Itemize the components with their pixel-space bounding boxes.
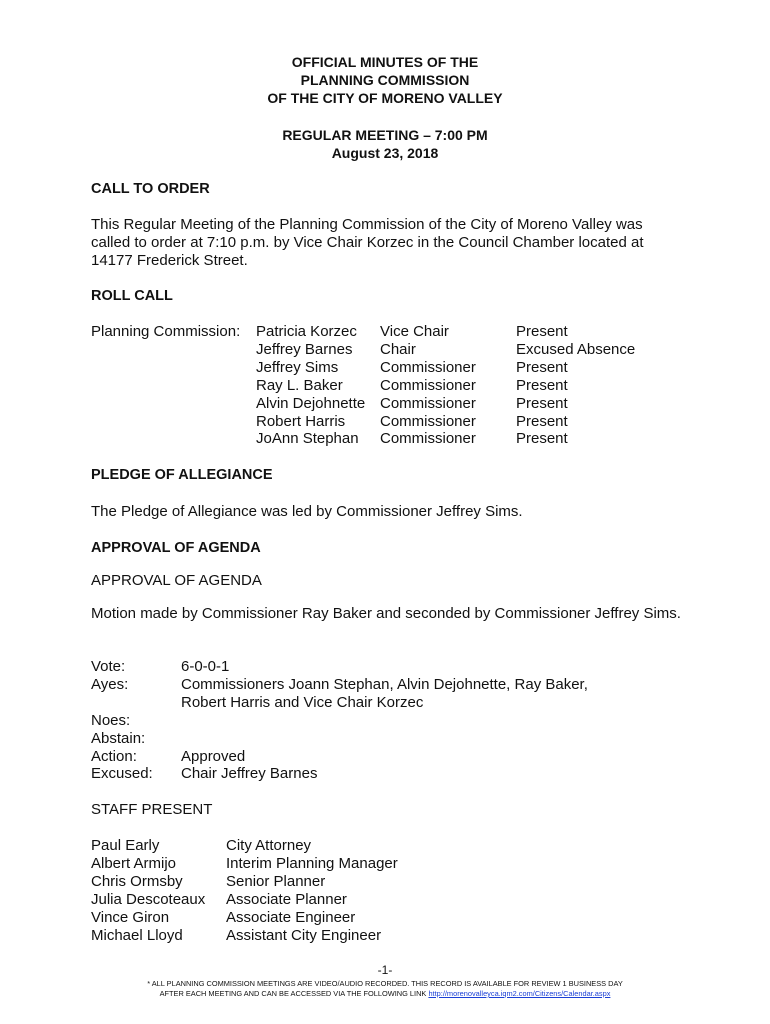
- staff-name: Julia Descoteaux: [91, 890, 206, 908]
- excused-value: Chair Jeffrey Barnes: [181, 765, 318, 783]
- page-number: -1-: [377, 963, 393, 977]
- action-value: Approved: [181, 747, 246, 765]
- ayes-value-line2: Robert Harris and Vice Chair Korzec: [181, 693, 424, 711]
- vote-value: 6-0-0-1: [181, 658, 230, 675]
- staff-name: Albert Armijo: [91, 854, 177, 872]
- roll-call-heading: ROLL CALL: [91, 288, 173, 304]
- staff-title: City Attorney: [226, 837, 312, 854]
- motion-text: Motion made by Commissioner Ray Baker and seconded by Commissioner Jeffrey Sims.: [91, 605, 681, 622]
- ayes-label: Ayes:: [91, 675, 129, 693]
- staff-name: Vince Giron: [91, 908, 170, 926]
- staff-heading: STAFF PRESENT: [91, 801, 213, 818]
- staff-name: Chris Ormsby: [91, 872, 183, 890]
- staff-name: Paul Early: [91, 837, 160, 854]
- noes-label: Noes:: [91, 711, 131, 729]
- approval-subheading: APPROVAL OF AGENDA: [91, 572, 262, 589]
- roll-call-status: Present: [516, 323, 568, 340]
- doc-title-line2: PLANNING COMMISSION: [300, 72, 470, 88]
- abstain-label: Abstain:: [91, 729, 146, 747]
- roll-call-role: Vice Chair: [380, 323, 449, 340]
- footer-line1: * ALL PLANNING COMMISSION MEETINGS ARE VIDEO/AUDIO RECORDED. THIS RECORD IS AVAILABLE FOR REVIEW 1 BUSINESS DAY: [147, 979, 623, 988]
- roll-call-statuses: [516, 323, 635, 448]
- staff-title: Senior Planner: [226, 872, 326, 890]
- call-to-order-heading: CALL TO ORDER: [91, 181, 210, 197]
- staff-name: Michael Lloyd: [91, 926, 183, 944]
- vote-values: [181, 658, 588, 783]
- excused-label: Excused:: [91, 765, 153, 783]
- roll-call-role: Commissioner: [380, 412, 476, 430]
- calendar-link[interactable]: http://morenovalleyca.iqm2.com/Citizens/Calendar.aspx: [428, 989, 611, 998]
- roll-call-name: Robert Harris: [256, 412, 346, 430]
- vote-labels: [91, 658, 153, 783]
- pledge-text: The Pledge of Allegiance was led by Commissioner Jeffrey Sims.: [91, 503, 523, 520]
- roll-call-role: Commissioner: [380, 394, 476, 412]
- vote-label: Vote:: [91, 658, 126, 675]
- call-to-order-text: This Regular Meeting of the Planning Commission of the City of Moreno Valley was called to order at 7:10 p.m. by Vice Chair Korzec in the Council Chamber located at 14177 Frederick Street.: [91, 216, 644, 269]
- roll-call-role: Commissioner: [380, 430, 476, 448]
- roll-call-name: JoAnn Stephan: [256, 430, 359, 448]
- roll-call-names: [256, 323, 365, 448]
- meeting-date: August 23, 2018: [331, 145, 439, 161]
- roll-call-status: Present: [516, 376, 568, 394]
- footer-line2: [0, 989, 770, 999]
- roll-call-status: Present: [516, 394, 568, 412]
- roll-call-name: Jeffrey Barnes: [256, 340, 353, 358]
- staff-names: [91, 837, 205, 944]
- roll-call-name: Alvin Dejohnette: [256, 394, 366, 412]
- roll-call-status: Present: [516, 358, 568, 376]
- staff-title: Associate Planner: [226, 890, 347, 908]
- roll-call-label: Planning Commission:: [91, 323, 241, 340]
- roll-call-name: Ray L. Baker: [256, 376, 343, 394]
- footer-line2-text: AFTER EACH MEETING AND CAN BE ACCESSED VIA THE FOLLOWING LINK: [159, 989, 427, 998]
- roll-call-name: Jeffrey Sims: [256, 358, 339, 376]
- staff-title: Associate Engineer: [226, 908, 356, 926]
- staff-title: Assistant City Engineer: [226, 926, 382, 944]
- staff-title: Interim Planning Manager: [226, 854, 398, 872]
- roll-call-role: Commissioner: [380, 358, 476, 376]
- meeting-title: REGULAR MEETING – 7:00 PM: [282, 127, 488, 143]
- staff-titles: [226, 837, 398, 944]
- action-label: Action:: [91, 747, 137, 765]
- roll-call-status: Present: [516, 430, 568, 448]
- roll-call-role: Commissioner: [380, 376, 476, 394]
- pledge-heading: PLEDGE OF ALLEGIANCE: [91, 467, 273, 483]
- roll-call-role: Chair: [380, 340, 416, 358]
- roll-call-name: Patricia Korzec: [256, 323, 357, 340]
- approval-heading: APPROVAL OF AGENDA: [91, 540, 261, 556]
- ayes-value-line1: Commissioners Joann Stephan, Alvin Dejohnette, Ray Baker,: [181, 675, 588, 693]
- roll-call-status: Present: [516, 412, 568, 430]
- roll-call-roles: [380, 323, 476, 448]
- doc-title-line3: OF THE CITY OF MORENO VALLEY: [267, 90, 503, 106]
- doc-title-line1: OFFICIAL MINUTES OF THE: [291, 54, 479, 70]
- roll-call-status: Excused Absence: [516, 340, 636, 358]
